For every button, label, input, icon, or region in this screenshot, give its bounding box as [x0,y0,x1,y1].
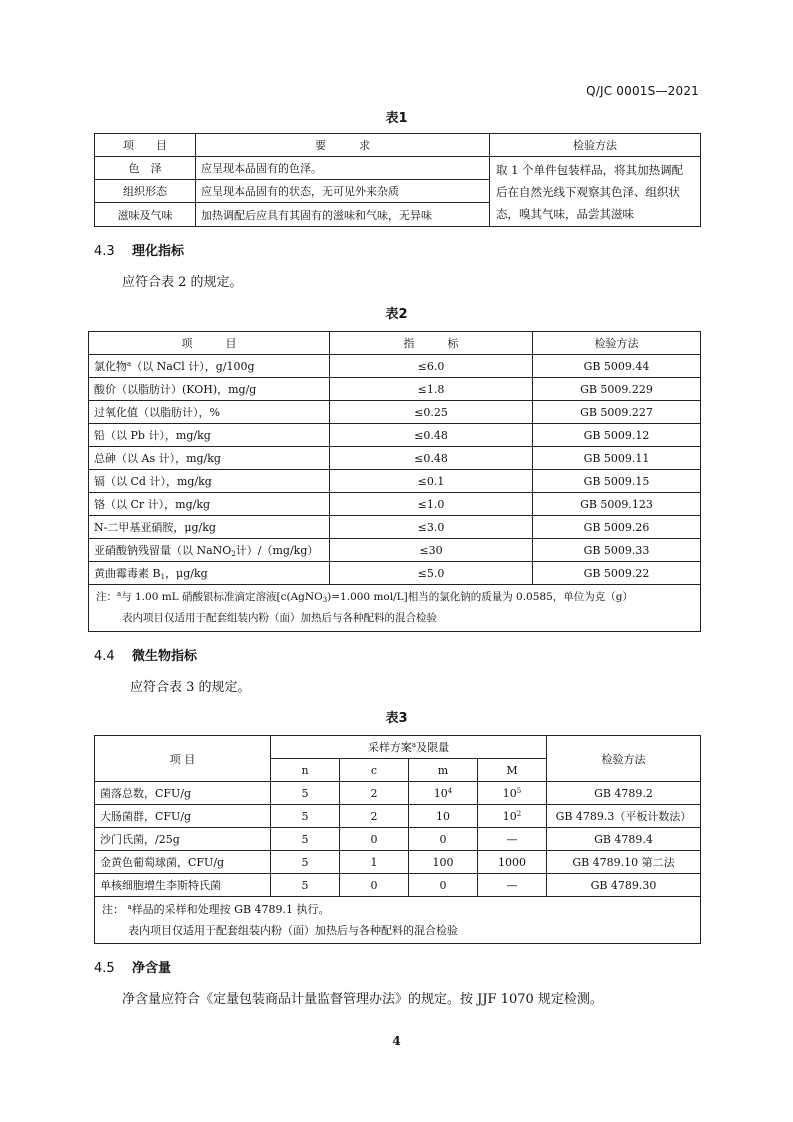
table2-header-method: 检验方法 [533,332,701,355]
table2-item: 铬（以 Cr 计），mg/kg [89,493,330,516]
table2-limit: ≤0.48 [330,424,533,447]
table2-note-row [89,585,701,632]
table3-item: 沙门氏菌，/25g [95,828,271,851]
table3-method: GB 4789.3（平板计数法） [547,805,701,828]
table3-m: 100 [409,851,478,874]
table3-c: 0 [340,828,409,851]
page-number: 4 [392,1034,401,1048]
table2-item: 铅（以 Pb 计），mg/kg [89,424,330,447]
table2-item: 酸价（以脂肪计）(KOH)，mg/g [89,378,330,401]
value: 10 [502,809,517,823]
table3-M: 1000 [478,851,547,874]
table3-header-plan [271,736,547,759]
table3-note-row [95,897,701,944]
note-text: 与 1.00 mL 硝酸银标准滴定溶液[c(AgNO [121,591,323,603]
table3-item: 金黄色葡萄球菌，CFU/g [95,851,271,874]
table2-limit: ≤0.25 [330,401,533,424]
table2-header-row [89,332,701,355]
table2-limit: ≤0.1 [330,470,533,493]
header-text-rest: 及限量 [416,741,450,754]
table2-method: GB 5009.22 [533,562,701,585]
table-row [89,493,701,516]
table2-item: 过氧化值（以脂肪计），% [89,401,330,424]
value: 10 [433,786,448,800]
table1-header-row [95,134,701,157]
note-line-1 [102,899,693,920]
table3-item: 单核细胞增生李斯特氏菌 [95,874,271,897]
table1-header-method: 检验方法 [490,134,701,157]
table2-note [89,585,701,632]
table3-item: 大肠菌群，CFU/g [95,805,271,828]
table-row [89,470,701,493]
item-text-rest: （以 NaCl 计），g/100g [131,360,255,373]
table-row [89,424,701,447]
table-row [95,157,701,180]
table2-header-limit: 指 标 [330,332,533,355]
table3-c: 2 [340,805,409,828]
table2-header-item: 项 目 [89,332,330,355]
exponent: 5 [516,786,522,795]
table3-M [478,805,547,828]
table1-item: 滋味及气味 [95,203,196,227]
section-number: 4.5 [94,961,115,976]
table2-limit: ≤1.8 [330,378,533,401]
table3-n: 5 [271,828,340,851]
table-row [89,562,701,585]
table-row [95,782,701,805]
footnote-mark: a [127,903,132,911]
table-row [89,516,701,539]
table-row [89,539,701,562]
section-number: 4.3 [94,244,115,259]
note-text: )=1.000 mol/L]相当的氯化钠的质量为 0.0585，单位为克（g） [327,591,633,603]
table2-item [89,539,330,562]
table2-limit: ≤6.0 [330,355,533,378]
table-row [89,355,701,378]
table3-m [409,782,478,805]
note-line-2: 表内项目仅适用于配套组装内粉（面）加热后与各种配料的混合检验 [122,612,437,624]
table2-method: GB 5009.229 [533,378,701,401]
table2-method: GB 5009.12 [533,424,701,447]
table2-caption: 表2 [385,307,408,322]
table3-M [478,782,547,805]
table2-item: N-二甲基亚硝胺，μg/kg [89,516,330,539]
table-row [89,401,701,424]
table2-limit: ≤0.48 [330,447,533,470]
table2-item [89,562,330,585]
table-row [95,805,701,828]
section-number: 4.4 [94,649,115,664]
section-4-5-text: 净含量应符合《定量包装商品计量监督管理办法》的规定。按 JJF 1070 规定检测。 [122,992,603,1007]
table3-m: 0 [409,874,478,897]
table2-limit: ≤30 [330,539,533,562]
table1-requirement: 应呈现本品固有的色泽。 [196,157,490,180]
table1-method: 取 1 个单件包装样品，将其加热调配后在自然光线下观察其色泽、组织状态，嗅其气味，品尝其滋味 [490,157,701,227]
table-row [95,828,701,851]
table2-method: GB 5009.44 [533,355,701,378]
table2-limit: ≤5.0 [330,562,533,585]
table3-caption: 表3 [385,711,408,726]
table1-item: 色 泽 [95,157,196,180]
table2-method: GB 5009.15 [533,470,701,493]
note-prefix: 注： [102,903,124,916]
table3-method: GB 4789.30 [547,874,701,897]
item-text-rest: 计）/（mg/kg） [235,544,319,557]
subscript: 3 [322,596,328,604]
table3-method: GB 4789.4 [547,828,701,851]
section-4-3-text: 应符合表 2 的规定。 [122,275,243,290]
table3-item: 菌落总数，CFU/g [95,782,271,805]
item-text-rest: ，μg/kg [165,567,208,580]
table3-c: 1 [340,851,409,874]
table3-c: 2 [340,782,409,805]
table3-subheader-c: c [340,759,409,782]
table3-header-method: 检验方法 [547,736,701,782]
section-4-3-heading [94,240,184,259]
section-title: 微生物指标 [132,649,198,664]
table1-header-req: 要 求 [196,134,490,157]
standard-code: Q/JC 0001S—2021 [586,84,699,98]
table2-method: GB 5009.227 [533,401,701,424]
table3-header-row [95,736,701,759]
note-line-1 [96,587,693,608]
table3-method: GB 4789.2 [547,782,701,805]
footnote-mark: a [127,360,132,368]
table1-requirement: 应呈现本品固有的状态，无可见外来杂质 [196,180,490,203]
table3-M: — [478,874,547,897]
footnote-mark: a [411,741,417,749]
item-text: 氯化物 [94,360,127,373]
table3-note [95,897,701,944]
table3-n: 5 [271,782,340,805]
table2-limit: ≤1.0 [330,493,533,516]
table2-item: 镉（以 Cd 计），mg/kg [89,470,330,493]
note-prefix: 注： [96,591,117,603]
section-title: 净含量 [132,961,172,976]
table1-item: 组织形态 [95,180,196,203]
table3-n: 5 [271,851,340,874]
section-4-4-heading [94,645,197,664]
table3-subheader-M: M [478,759,547,782]
table3-M: — [478,828,547,851]
table1-caption: 表1 [385,111,408,126]
subscript: 2 [231,550,236,558]
table-row [95,874,701,897]
table3 [94,735,701,944]
table2-method: GB 5009.123 [533,493,701,516]
table-row [89,378,701,401]
table2-item: 总砷（以 As 计），mg/kg [89,447,330,470]
note-line-2: 表内项目仅适用于配套组装内粉（面）加热后与各种配料的混合检验 [128,924,458,937]
table3-header-item: 项 目 [95,736,271,782]
subscript: 1 [160,573,166,581]
note-text: 样品的采样和处理按 GB 4789.1 执行。 [131,903,330,916]
table3-m: 0 [409,828,478,851]
footnote-mark: a [117,590,122,598]
section-title: 理化指标 [132,244,185,259]
table3-method: GB 4789.10 第二法 [547,851,701,874]
table3-subheader-m: m [409,759,478,782]
item-text: 亚硝酸钠残留量（以 NaNO [94,544,232,557]
table2-limit: ≤3.0 [330,516,533,539]
header-text: 采样方案 [367,741,412,754]
table2-method: GB 5009.33 [533,539,701,562]
table1-header-item: 项 目 [95,134,196,157]
table3-n: 5 [271,874,340,897]
item-text: 黄曲霉毒素 B [94,567,161,580]
table2-method: GB 5009.11 [533,447,701,470]
table2 [88,331,701,632]
table-row [89,447,701,470]
table3-subheader-n: n [271,759,340,782]
exponent: 4 [447,786,453,795]
value: 10 [502,786,517,800]
table3-m: 10 [409,805,478,828]
table2-item [89,355,330,378]
table1-requirement: 加热调配后应具有其固有的滋味和气味，无异味 [196,203,490,227]
section-4-5-heading [94,957,171,976]
table3-n: 5 [271,805,340,828]
table1 [94,133,701,227]
section-4-4-text: 应符合表 3 的规定。 [130,680,251,695]
table2-method: GB 5009.26 [533,516,701,539]
exponent: 2 [516,809,522,818]
table-row [95,851,701,874]
table3-c: 0 [340,874,409,897]
